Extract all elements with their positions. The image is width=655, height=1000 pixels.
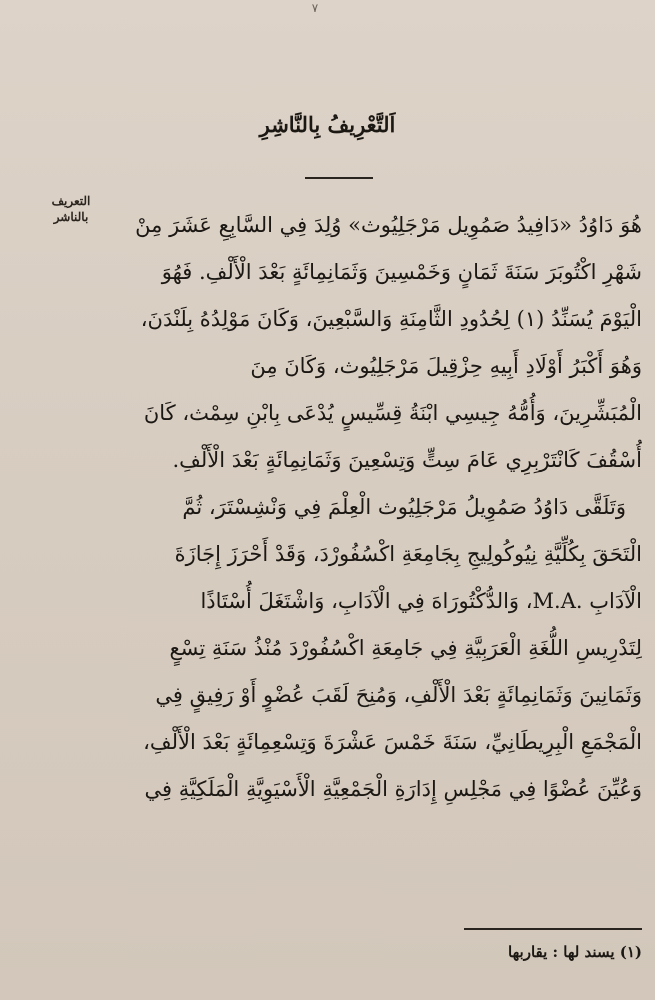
- text-line: الْمَجْمَعِ الْبِرِيطَانِيِّ، سَنَةَ خَمْسَ عَشْرَةَ وَتِسْعِمِائَةٍ بَعْدَ الْأَلْفِ،: [143, 730, 642, 754]
- text-line: وَعُيِّنَ عُضْوًا فِي مَجْلِسِ إِدَارَةِ الْجَمْعِيَّةِ الْأَسْيَوِيَّةِ الْمَلَكِيَّةِ فِي: [144, 777, 642, 801]
- text-line: الْآدَابِ .M.A، وَالدُّكْتُورَاهَ فِي الْآدَابِ، وَاشْتَغَلَ أُسْتَاذًا: [200, 589, 642, 613]
- text-line: وَهُوَ أَكْبَرُ أَوْلَادِ أَبِيهِ حِزْقِيلَ مَرْجَلِيُوث، وَكَانَ مِنَ: [250, 354, 642, 378]
- margin-note: التعريف بالناشر: [51, 194, 91, 224]
- text-line: أُسْقُفَ كَانْتَرْبِرِي عَامَ سِتٍّ وَتِسْعِينَ وَثَمَانِمِائَةٍ بَعْدَ الْأَلْفِ.: [172, 448, 642, 472]
- text-line: وَتَلَقَّى دَاوُدُ صَمُوِيلُ مَرْجَلِيُوث الْعِلْمَ فِي وَنْشِسْتَرَ، ثُمَّ: [182, 495, 626, 519]
- text-line: الْيَوْمَ يُسَنِّدُ (١) لِحُدُودِ الثَّامِنَةِ وَالسَّبْعِينَ، وَكَانَ مَوْلِدُهُ بِلَنْدَنَ،: [140, 307, 642, 331]
- text-line: شَهْرِ اكْتُوبَرَ سَنَةَ ثَمَانٍ وَخَمْسِينَ وَثَمَانِمِائَةٍ بَعْدَ الْأَلْفِ. فَهُوَ: [161, 260, 642, 284]
- page-number: ٧: [311, 1, 319, 15]
- body-text: [94, 202, 642, 813]
- text-line: وَثَمَانِينَ وَثَمَانِمِائَةٍ بَعْدَ الْأَلْفِ، وَمُنِحَ لَقَبَ عُضْوٍ أَوْ رَفِيقٍ فِي: [155, 683, 642, 707]
- text-line: الْتَحَقَ بِكُلِّيَّةِ نِيُوكُولِيجِ بِجَامِعَةِ اكْسُفُورْدَ، وَقَدْ أَحْرَزَ إِجَازَةَ: [174, 542, 642, 566]
- footnote-divider: [464, 928, 642, 930]
- title-divider: [305, 177, 373, 179]
- text-line: هُوَ دَاوُدُ «دَافِيدُ صَمُوِيل مَرْجَلِيُوث» وُلِدَ فِي السَّابِعِ عَشَرَ مِنْ: [135, 213, 642, 237]
- text-line: الْمُبَشِّرِينَ، وَأُمُّهُ جِيسِي ابْنَةُ قِسِّيسٍ يُدْعَى بِابْنِ سِمْث، كَانَ: [143, 401, 642, 425]
- text-line: لِتَدْرِيسِ اللُّغَةِ الْعَرَبِيَّةِ فِي جَامِعَةِ اكْسُفُورْدَ مُنْذُ سَنَةِ تِسْعٍ: [169, 636, 642, 660]
- chapter-title: اَلتَّعْرِيفُ بِالنَّاشِرِ: [259, 112, 396, 137]
- footnote: (١) يسند لها : يقاربها: [508, 943, 642, 961]
